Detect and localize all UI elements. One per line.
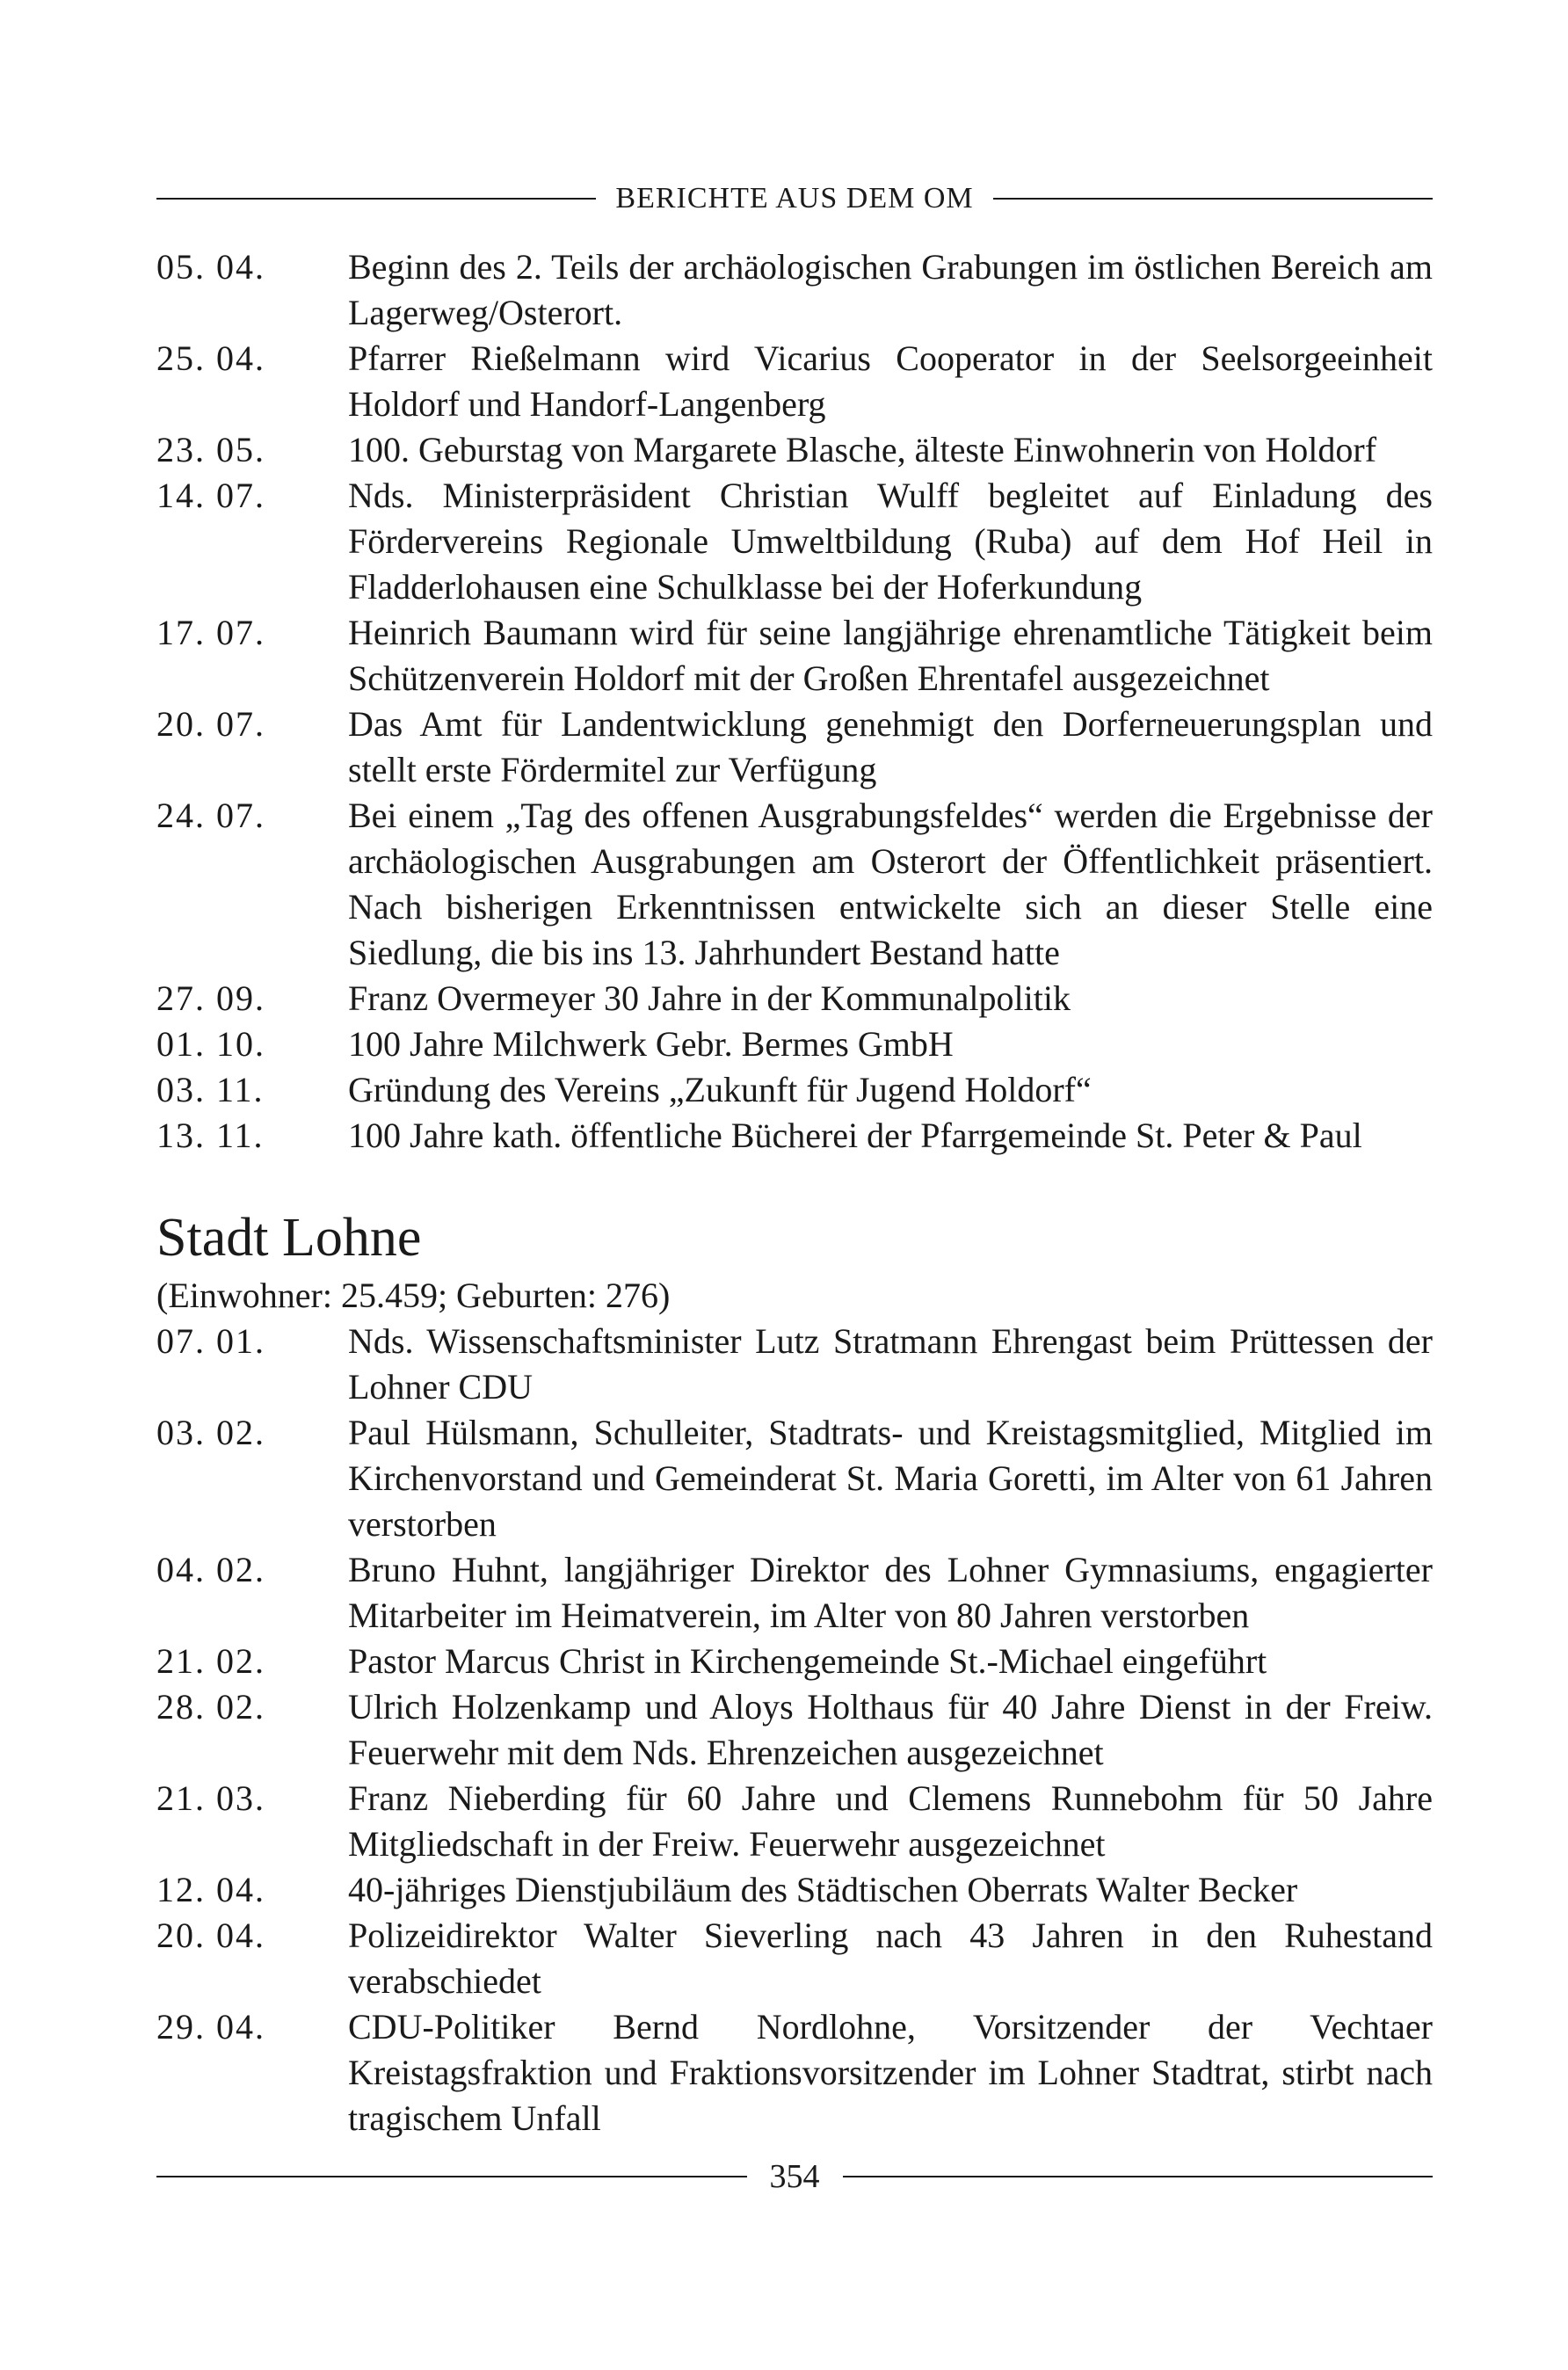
chronicle-entry [156, 1021, 1433, 1067]
entry-date: 28. 02. [156, 1687, 265, 1727]
entry-date: 25. 04. [156, 338, 265, 378]
chronicle-entry [156, 244, 1433, 336]
entry-text: 100 Jahre Milchwerk Gebr. Bermes GmbH [348, 1024, 954, 1064]
chronicle-entry [156, 427, 1433, 473]
entry-date: 17. 07. [156, 613, 265, 652]
entry-text: Bei einem „Tag des offenen Ausgrabungsfeldes“ werden die Ergebnisse der archäologischen Ausgrabungen am Osterort der Öffentlichkeit präsentiert. Nach bisherigen Erkenntnissen entwickelte sich an dieser Stelle eine Siedlung, die bis ins 13. Jahrhundert Bestand hatte [348, 796, 1433, 972]
chronicle-list-holdorf [156, 244, 1433, 1159]
entry-date: 14. 07. [156, 476, 265, 515]
chronicle-entry [156, 1319, 1433, 1410]
chronicle-entry [156, 2004, 1433, 2141]
entry-text: 40-jähriges Dienstjubiläum des Städtischen Oberrats Walter Becker [348, 1870, 1298, 1909]
chronicle-entry [156, 1776, 1433, 1867]
entry-date: 29. 04. [156, 2007, 265, 2046]
chronicle-list-lohne [156, 1319, 1433, 2141]
chronicle-entry [156, 1639, 1433, 1684]
chronicle-entry [156, 1113, 1433, 1159]
entry-date: 12. 04. [156, 1870, 265, 1909]
entry-date: 24. 07. [156, 796, 265, 835]
entry-text: Franz Overmeyer 30 Jahre in der Kommunalpolitik [348, 978, 1071, 1018]
chronicle-entry [156, 610, 1433, 702]
entry-text: Heinrich Baumann wird für seine langjährige ehrenamtliche Tätigkeit beim Schützenverein Holdorf mit der Großen Ehrentafel ausgezeichnet [348, 613, 1433, 698]
entry-date: 04. 02. [156, 1550, 265, 1589]
footer-rule-right [843, 2176, 1434, 2177]
page-number: 354 [769, 2158, 820, 2195]
page-footer [156, 2152, 1433, 2201]
entry-text: CDU-Politiker Bernd Nordlohne, Vorsitzender der Vechtaer Kreistagsfraktion und Fraktionsvorsitzender im Lohner Stadtrat, stirbt nach tragischem Unfall [348, 2007, 1433, 2138]
chronicle-entry [156, 473, 1433, 610]
entry-text: Polizeidirektor Walter Sieverling nach 43 Jahren in den Ruhestand verabschiedet [348, 1916, 1433, 2001]
entry-text: Beginn des 2. Teils der archäologischen Grabungen im östlichen Bereich am Lagerweg/Osterort. [348, 247, 1433, 332]
entry-date: 21. 02. [156, 1641, 265, 1681]
chronicle-entry [156, 1913, 1433, 2004]
entry-text: Nds. Ministerpräsident Christian Wulff begleitet auf Einladung des Fördervereins Regionale Umweltbildung (Ruba) auf dem Hof Heil in Fladderlohausen eine Schulklasse bei der Hoferkundung [348, 476, 1433, 607]
chronicle-entry [156, 1067, 1433, 1113]
chronicle-entry [156, 793, 1433, 976]
chronicle-entry [156, 1410, 1433, 1547]
header-rule-right [993, 198, 1433, 200]
entry-date: 03. 11. [156, 1070, 265, 1109]
entry-text: Bruno Huhnt, langjähriger Direktor des Lohner Gymnasiums, engagierter Mitarbeiter im Heimatverein, im Alter von 80 Jahren verstorben [348, 1550, 1433, 1635]
entry-date: 03. 02. [156, 1413, 265, 1452]
entry-text: 100 Jahre kath. öffentliche Bücherei der Pfarrgemeinde St. Peter & Paul [348, 1116, 1362, 1155]
entry-text: Das Amt für Landentwicklung genehmigt den Dorferneuerungsplan und stellt erste Fördermitel zur Verfügung [348, 704, 1433, 789]
entry-date: 23. 05. [156, 430, 265, 469]
section-stats: (Einwohner: 25.459; Geburten: 276) [156, 1276, 671, 1315]
chronicle-entry [156, 702, 1433, 793]
chronicle-entry [156, 1867, 1433, 1913]
running-header-title: BERICHTE AUS DEM OM [615, 182, 974, 214]
entry-date: 27. 09. [156, 978, 265, 1018]
chronicle-entry [156, 1547, 1433, 1639]
chronicle-entry [156, 336, 1433, 427]
header-rule-left [156, 198, 596, 200]
entry-date: 07. 01. [156, 1321, 265, 1361]
entry-date: 05. 04. [156, 247, 265, 287]
entry-text: Franz Nieberding für 60 Jahre und Clemens Runnebohm für 50 Jahre Mitgliedschaft in der Freiw. Feuerwehr ausgezeichnet [348, 1778, 1433, 1864]
entry-text: Pastor Marcus Christ in Kirchengemeinde St.-Michael eingeführt [348, 1641, 1267, 1681]
entry-text: Paul Hülsmann, Schulleiter, Stadtrats- und Kreistagsmitglied, Mitglied im Kirchenvorstand und Gemeinderat St. Maria Goretti, im Alter von 61 Jahren verstorben [348, 1413, 1433, 1544]
entry-text: Ulrich Holzenkamp und Aloys Holthaus für 40 Jahre Dienst in der Freiw. Feuerwehr mit dem Nds. Ehrenzeichen ausgezeichnet [348, 1687, 1433, 1772]
entry-text: 100. Geburstag von Margarete Blasche, älteste Einwohnerin von Holdorf [348, 430, 1377, 469]
footer-rule-left [156, 2176, 747, 2177]
entry-date: 01. 10. [156, 1024, 265, 1064]
section-heading: Stadt Lohne [156, 1208, 422, 1268]
entry-text: Pfarrer Rießelmann wird Vicarius Cooperator in der Seelsorgeeinheit Holdorf und Handorf-Langenberg [348, 338, 1433, 424]
entry-date: 20. 07. [156, 704, 265, 744]
entry-date: 21. 03. [156, 1778, 265, 1818]
entry-date: 13. 11. [156, 1116, 265, 1155]
entry-text: Nds. Wissenschaftsminister Lutz Stratmann Ehrengast beim Prüttessen der Lohner CDU [348, 1321, 1433, 1407]
entry-text: Gründung des Vereins „Zukunft für Jugend Holdorf“ [348, 1070, 1092, 1109]
chronicle-entry [156, 976, 1433, 1021]
entry-date: 20. 04. [156, 1916, 265, 1955]
running-header [156, 172, 1433, 225]
chronicle-entry [156, 1684, 1433, 1776]
